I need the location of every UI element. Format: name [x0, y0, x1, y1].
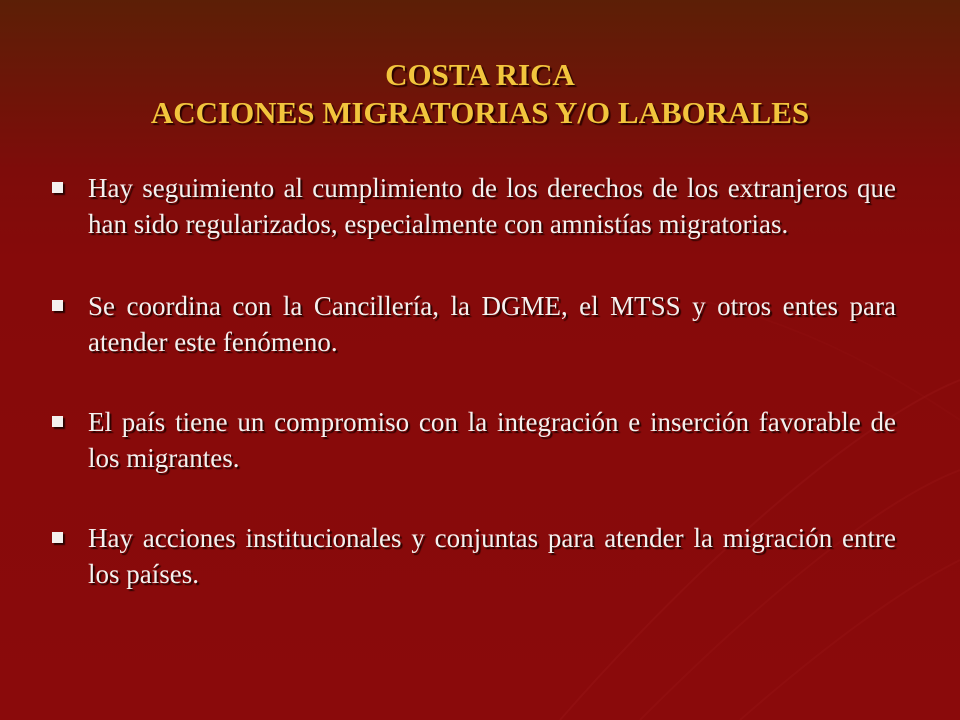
- square-bullet-icon: [52, 182, 63, 193]
- bullet-text: El país tiene un compromiso con la integración e inserción favorable de los migrantes.: [88, 407, 896, 473]
- square-bullet-icon: [52, 416, 63, 427]
- bullet-item: [52, 288, 896, 360]
- square-bullet-icon: [52, 532, 63, 543]
- bullet-text: Hay seguimiento al cumplimiento de los derechos de los extranjeros que han sido regularizados, especialmente con amnistías migratorias.: [88, 173, 896, 239]
- bullet-item: [52, 520, 896, 592]
- bullet-item: [52, 170, 896, 242]
- bullet-list: [52, 170, 896, 636]
- title-line-topic: ACCIONES MIGRATORIAS Y/O LABORALES: [150, 95, 810, 130]
- bullet-text: Se coordina con la Cancillería, la DGME, el MTSS y otros entes para atender este fenómeno.: [88, 291, 896, 357]
- bullet-text: Hay acciones institucionales y conjuntas para atender la migración entre los países.: [88, 523, 896, 589]
- title-line-country: COSTA RICA: [385, 57, 575, 92]
- slide-title: [0, 56, 960, 132]
- bullet-item: [52, 404, 896, 476]
- square-bullet-icon: [52, 300, 63, 311]
